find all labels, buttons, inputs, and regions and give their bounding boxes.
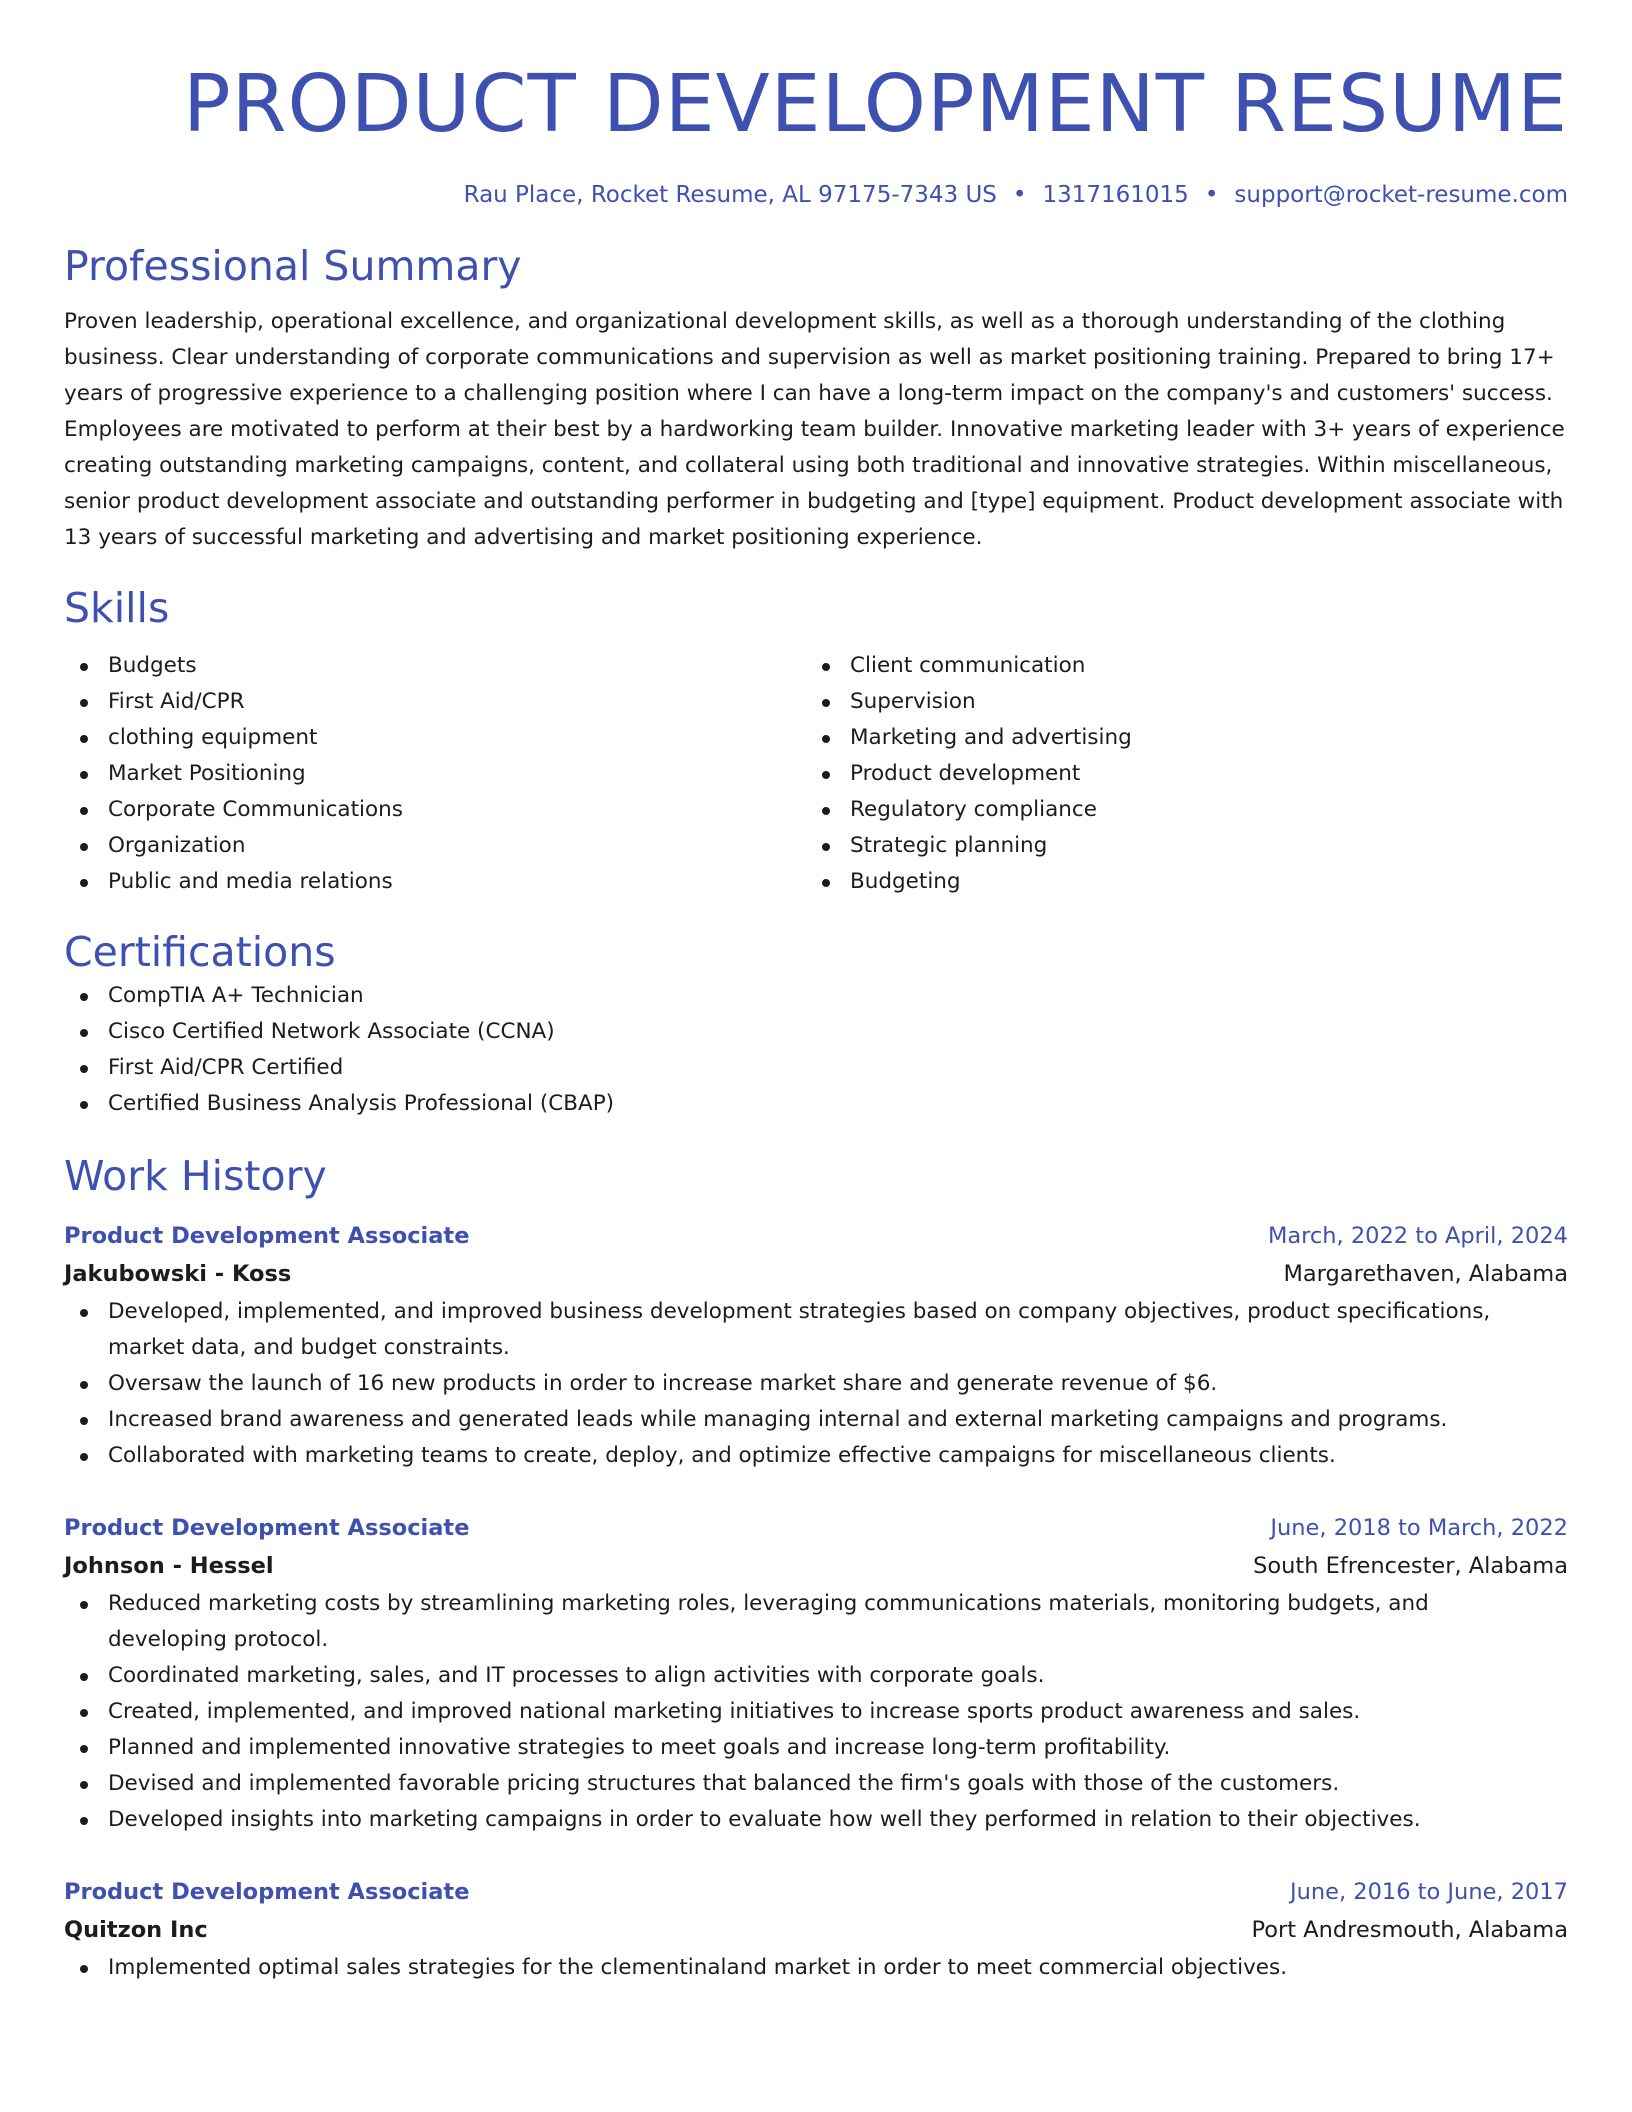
skill-item: Regulatory compliance [806, 792, 1548, 828]
skill-item: Supervision [806, 684, 1548, 720]
job-bullets [64, 1294, 1568, 1474]
skill-item: Product development [806, 756, 1548, 792]
job-company-row [64, 1910, 1568, 1950]
job-bullet: Developed insights into marketing campaigns in order to evaluate how well they performed in relation to their objectives. [64, 1802, 1568, 1838]
skill-item: Corporate Communications [64, 792, 806, 828]
job-location: Margarethaven, Alabama [1283, 1261, 1568, 1287]
job-bullets [64, 1950, 1568, 1986]
job-dates: June, 2018 to March, 2022 [1270, 1515, 1568, 1541]
job-bullet: Increased brand awareness and generated leads while managing internal and external marketing campaigns and programs. [64, 1402, 1568, 1438]
certification-item: CompTIA A+ Technician [64, 978, 1568, 1014]
job-title-row [64, 1510, 1568, 1546]
job-location: South Efrencester, Alabama [1253, 1553, 1568, 1579]
skill-item: Budgets [64, 648, 806, 684]
job-title: Product Development Associate [64, 1879, 470, 1905]
job-title: Product Development Associate [64, 1515, 470, 1541]
skills-columns [64, 648, 1568, 900]
job-bullet: Planned and implemented innovative strategies to meet goals and increase long-term profitability. [64, 1730, 1568, 1766]
skills-heading: Skills [64, 584, 170, 632]
summary-heading: Professional Summary [64, 242, 522, 290]
job-bullet: Devised and implemented favorable pricing structures that balanced the firm's goals with those of the customers. [64, 1766, 1568, 1802]
job-company-row [64, 1254, 1568, 1294]
job-bullet: Created, implemented, and improved national marketing initiatives to increase sports product awareness and sales. [64, 1694, 1568, 1730]
separator-dot: • [1012, 182, 1027, 208]
skill-item: Marketing and advertising [806, 720, 1548, 756]
skill-item: Public and media relations [64, 864, 806, 900]
certification-item: First Aid/CPR Certified [64, 1050, 1568, 1086]
job-title-row [64, 1218, 1568, 1254]
job-company-row [64, 1546, 1568, 1586]
job-bullet: Collaborated with marketing teams to create, deploy, and optimize effective campaigns for miscellaneous clients. [64, 1438, 1568, 1474]
skill-item: Market Positioning [64, 756, 806, 792]
skills-column-left [64, 648, 806, 900]
work-history-heading: Work History [64, 1152, 327, 1200]
contact-line [64, 180, 1568, 210]
skills-list-right [806, 648, 1548, 900]
skill-item: First Aid/CPR [64, 684, 806, 720]
resume-title: PRODUCT DEVELOPMENT RESUME [182, 58, 1568, 150]
job-entry [64, 1218, 1568, 1474]
job-dates: March, 2022 to April, 2024 [1267, 1223, 1568, 1249]
job-bullet: Coordinated marketing, sales, and IT processes to align activities with corporate goals. [64, 1658, 1568, 1694]
job-title-row [64, 1874, 1568, 1910]
job-company: Johnson - Hessel [64, 1553, 274, 1579]
skill-item: Organization [64, 828, 806, 864]
job-bullet: Implemented optimal sales strategies for the clementinaland market in order to meet commercial objectives. [64, 1950, 1568, 1986]
skills-list-left [64, 648, 806, 900]
job-company: Jakubowski - Koss [64, 1261, 292, 1287]
job-bullet: Oversaw the launch of 16 new products in order to increase market share and generate revenue of $6. [64, 1366, 1568, 1402]
phone: 1317161015 [1042, 182, 1189, 208]
job-entry [64, 1874, 1568, 1986]
certification-item: Certified Business Analysis Professional (CBAP) [64, 1086, 1568, 1122]
job-location: Port Andresmouth, Alabama [1251, 1917, 1568, 1943]
certifications-list [64, 978, 1568, 1122]
job-bullet: Developed, implemented, and improved business development strategies based on company objectives, product specifications, market data, and budget constraints. [64, 1294, 1568, 1366]
certification-item: Cisco Certified Network Associate (CCNA) [64, 1014, 1568, 1050]
job-title: Product Development Associate [64, 1223, 470, 1249]
skills-column-right [806, 648, 1548, 900]
summary-text: Proven leadership, operational excellence, and organizational development skills, as well as a thorough understanding of the clothing business. Clear understanding of corporate communications and supervision as well as market positioning training. Prepared to bring 17+ years of progressive experience to a challenging position where I can have a long-term impact on the company's and customers' success. Employees are motivated to perform at their best by a hardworking team builder. Innovative marketing leader with 3+ years of experience creating outstanding marketing campaigns, content, and collateral using both traditional and innovative strategies. Within miscellaneous, senior product development associate and outstanding performer in budgeting and [type] equipment. Product development associate with 13 years of successful marketing and advertising and market positioning experience. [64, 309, 1565, 550]
resume-page [64, 0, 1568, 1986]
separator-dot: • [1204, 182, 1219, 208]
email-link[interactable]: support@rocket-resume.com [1234, 182, 1568, 208]
skill-item: clothing equipment [64, 720, 806, 756]
skill-item: Strategic planning [806, 828, 1548, 864]
certifications-heading: Certifications [64, 928, 336, 976]
job-entry [64, 1510, 1568, 1838]
address: Rau Place, Rocket Resume, AL 97175-7343 US [463, 182, 997, 208]
job-bullets [64, 1586, 1568, 1838]
job-bullet: Reduced marketing costs by streamlining marketing roles, leveraging communications materials, monitoring budgets, and developing protocol. [64, 1586, 1568, 1658]
job-dates: June, 2016 to June, 2017 [1289, 1879, 1568, 1905]
skill-item: Budgeting [806, 864, 1548, 900]
skill-item: Client communication [806, 648, 1548, 684]
job-company: Quitzon Inc [64, 1917, 208, 1943]
